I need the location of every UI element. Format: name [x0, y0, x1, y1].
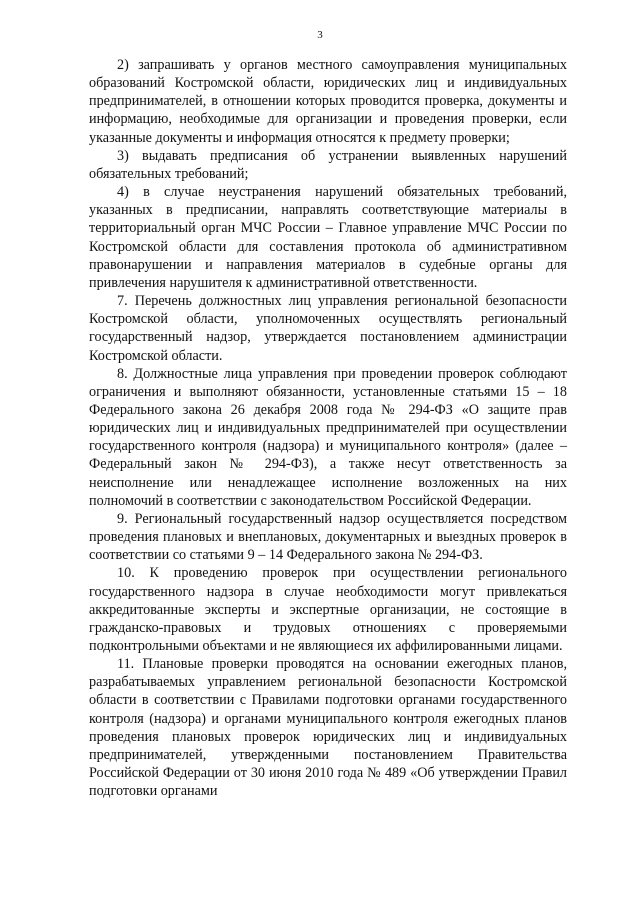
document-body	[89, 56, 567, 800]
paragraph-item-3: 3) выдавать предписания об устранении выявленных нарушений обязательных требований;	[89, 147, 567, 182]
paragraph-clause-11: 11. Плановые проверки проводятся на основании ежегодных планов, разрабатываемых управлением региональной безопасности Костромской области в соответствии с Правилами подготовки органами государственного контроля (надзора) и органами муниципального контроля ежегодных планов проведения плановых проверок юридических лиц и индивидуальных предпринимателей, утвержденными постановлением Правительства Российской Федерации от 30 июня 2010 года № 489 «Об утверждении Правил подготовки органами	[89, 656, 567, 800]
paragraph-clause-7: 7. Перечень должностных лиц управления региональной безопасности Костромской области, уполномоченных осуществлять региональный государственный надзор, утверждается постановлением администрации Костромской области.	[89, 293, 567, 364]
paragraph-item-4: 4) в случае неустранения нарушений обязательных требований, указанных в предписании, направлять соответствующие материалы в территориальный орган МЧС России – Главное управление МЧС России по Костромской области для составления протокола об административном правонарушении и направления материалов в судебные органы для привлечения нарушителя к административной ответственности.	[89, 184, 567, 291]
page-number: 3	[317, 29, 323, 41]
paragraph-clause-10: 10. К проведению проверок при осуществлении регионального государственного надзора в случае необходимости могут привлекаться аккредитованные эксперты и экспертные организации, не состоящие в гражданско-правовых и трудовых отношениях с проверяемыми подконтрольными объектами и не являющиеся их аффилированными лицами.	[89, 565, 567, 654]
paragraph-clause-9: 9. Региональный государственный надзор осуществляется посредством проведения плановых и внеплановых, документарных и выездных проверок в соответствии со статьями 9 – 14 Федерального закона № 294-ФЗ.	[89, 510, 567, 564]
paragraph-item-2: 2) запрашивать у органов местного самоуправления муниципальных образований Костромской области, юридических лиц и индивидуальных предпринимателей, в отношении которых проводится проверка, документы и информацию, необходимые для организации и проведения проверки, если указанные документы и информация относятся к предмету проверки;	[89, 57, 567, 146]
paragraph-clause-8: 8. Должностные лица управления при проведении проверок соблюдают ограничения и выполняют обязанности, установленные статьями 15 – 18 Федерального закона 26 декабря 2008 года № 294-ФЗ «О защите прав юридических лиц и индивидуальных предпринимателей при осуществлении государственного контроля (надзора) и муниципального контроля» (далее – Федеральный закон № 294-ФЗ), а также несут ответственность за неисполнение или ненадлежащее исполнение возложенных на них полномочий в соответствии с законодательством Российской Федерации.	[89, 365, 567, 509]
